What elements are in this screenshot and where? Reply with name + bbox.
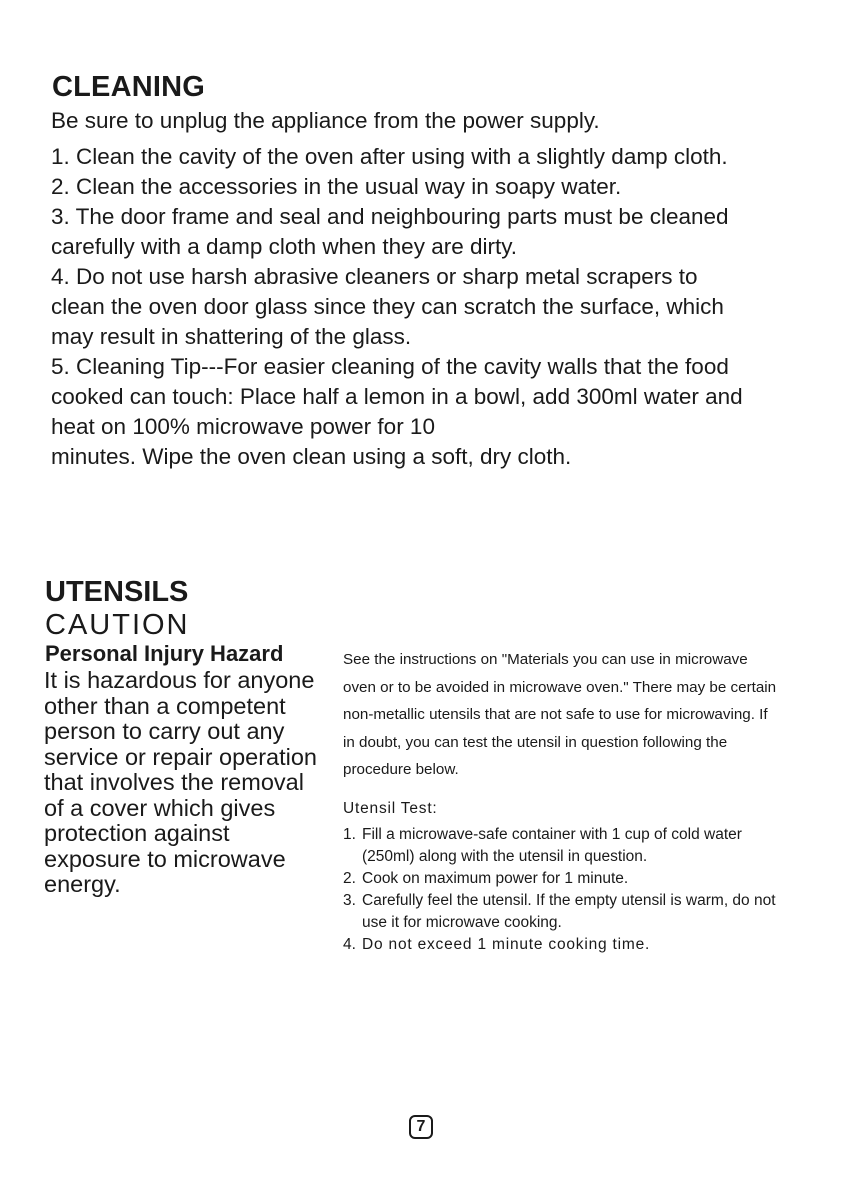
test-step-number: 4.	[343, 935, 356, 953]
hazard-heading: Personal Injury Hazard	[45, 641, 284, 666]
test-step-text: Cook on maximum power for 1 minute.	[362, 869, 629, 887]
test-step	[343, 934, 783, 956]
hazard-warning-text: It is hazardous for anyone other than a competent person to carry out any service or repair operation that involves the removal of a cover which gives protection against exposure to microwave energy.	[44, 667, 317, 897]
utensil-test-heading: Utensil Test:	[343, 799, 438, 817]
cleaning-item-4: 4. Do not use harsh abrasive cleaners or sharp metal scrapers to clean the oven door glass since they can scratch the surface, which may result in shattering of the glass.	[51, 264, 724, 349]
utensil-instructions: See the instructions on "Materials you can use in microwave oven or to be avoided in microwave oven." There may be certain non-metallic utensils that are not safe to use for microwaving. If in doubt, you can test the utensil in question following the procedure below.	[343, 651, 777, 778]
test-step-text: Carefully feel the utensil. If the empty utensil is warm, do not use it for microwave cooking.	[362, 891, 776, 931]
cleaning-intro: Be sure to unplug the appliance from the power supply.	[51, 108, 600, 133]
cleaning-body	[51, 106, 751, 472]
page-number-badge: 7	[409, 1115, 433, 1139]
test-step	[343, 868, 783, 890]
cleaning-heading: CLEANING	[52, 71, 206, 103]
test-step	[343, 890, 783, 934]
cleaning-item-2: 2. Clean the accessories in the usual way in soapy water.	[51, 174, 622, 199]
utensil-test-steps	[343, 824, 783, 956]
test-step-number: 1.	[343, 825, 356, 843]
cleaning-item-1: 1. Clean the cavity of the oven after using with a slightly damp cloth.	[51, 144, 728, 169]
test-step-text: Fill a microwave-safe container with 1 cup of cold water (250ml) along with the utensil in question.	[362, 825, 742, 865]
cleaning-item-5: 5. Cleaning Tip---For easier cleaning of the cavity walls that the food cooked can touch: Place half a lemon in a bowl, add 300ml water and heat on 100% microwave power for 10	[51, 354, 743, 439]
test-step	[343, 824, 783, 868]
utensil-instructions-column	[343, 646, 783, 956]
cleaning-item-3: 3. The door frame and seal and neighbouring parts must be cleaned carefully with a damp cloth when they are dirty.	[51, 204, 729, 259]
test-step-number: 3.	[343, 891, 356, 909]
test-step-number: 2.	[343, 869, 356, 887]
cleaning-item-5-continued: minutes. Wipe the oven clean using a soft, dry cloth.	[51, 444, 572, 469]
test-step-text: Do not exceed 1 minute cooking time.	[362, 935, 651, 953]
utensils-heading: UTENSILS	[45, 576, 189, 608]
caution-heading: CAUTION	[45, 609, 190, 641]
